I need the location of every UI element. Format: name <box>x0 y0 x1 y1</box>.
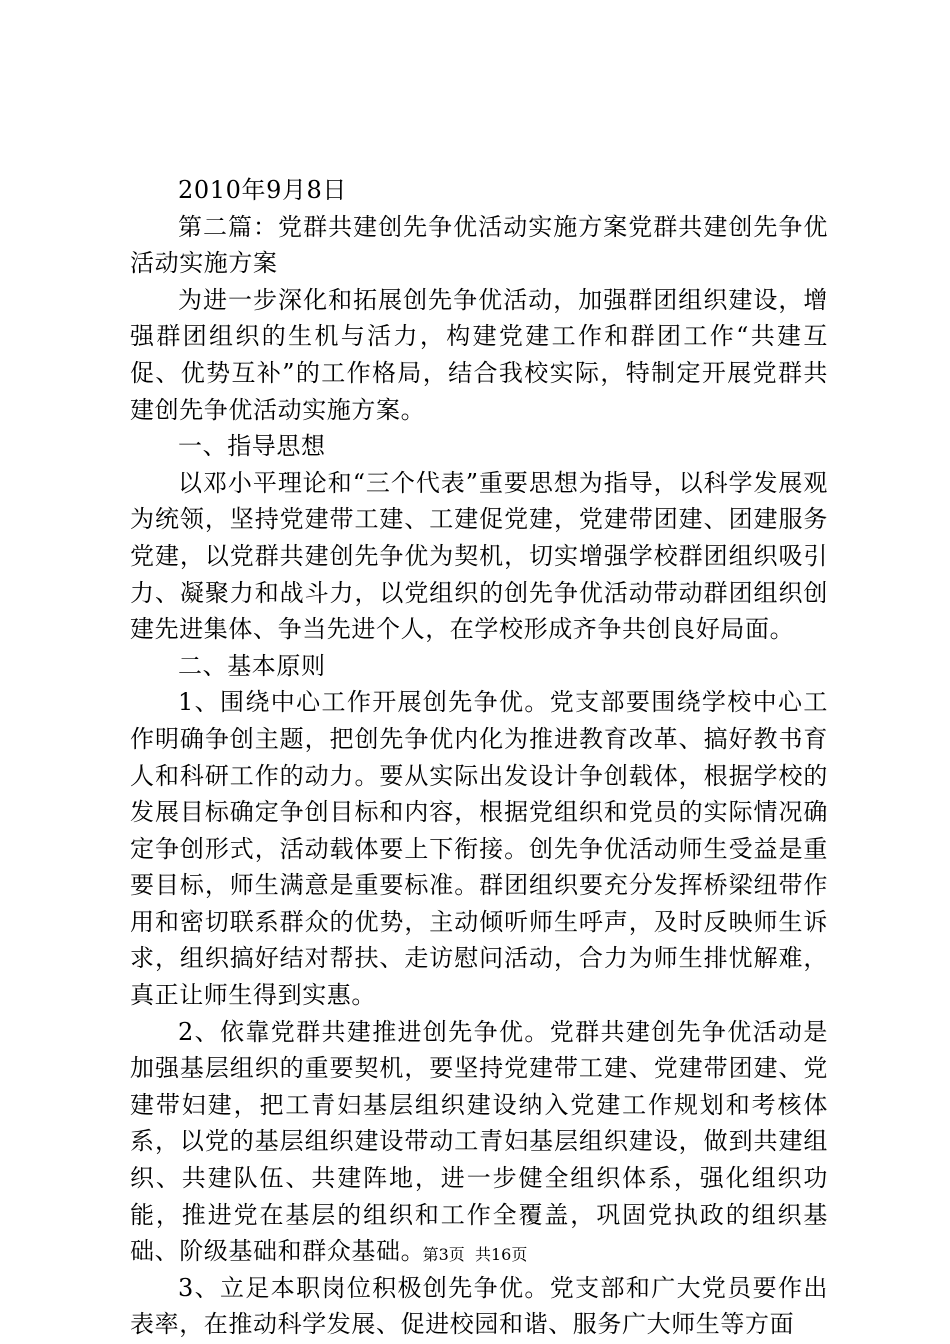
page-number: 第3页 <box>422 1245 465 1264</box>
date-line: 2010年9月8日 <box>178 176 348 204</box>
section-title: 第二篇：党群共建创先争优活动实施方案党群共建创先争优活动实施方案 <box>130 212 828 278</box>
principle-1-paragraph: 1、围绕中心工作开展创先争优。党支部要围绕学校中心工作明确争创主题，把创先争优内化为推进教育改革、搞好教书育人和科研工作的动力。要从实际出发设计争创载体，根据学校的发展目标确定争创目标和内容，根据党组织和党员的实际情况确定争创形式，活动载体要上下衔接。创先争优活动师生受益是重要目标，师生满意是重要标准。群团组织要充分发挥桥梁纽带作用和密切联系群众的优势，主动倾听师生呼声，及时反映师生诉求，组织搞好结对帮扶、走访慰问活动，合力为师生排忧解难，真正让师生得到实惠。 <box>130 688 828 1010</box>
intro-paragraph: 为进一步深化和拓展创先争优活动，加强群团组织建设，增强群团组织的生机与活力，构建党建工作和群团工作“共建互促、优势互补”的工作格局，结合我校实际，特制定开展党群共建创先争优活动实施方案。 <box>130 285 828 424</box>
document-body <box>130 172 828 1343</box>
guiding-thought-paragraph: 以邓小平理论和“三个代表”重要思想为指导，以科学发展观为统领，坚持党建带工建、工建促党建，党建带团建、团建服务党建，以党群共建创先争优为契机，切实增强学校群团组织吸引力、凝聚力和战斗力，以党组织的创先争优活动带动群团组织创建先进集体、争当先进个人，在学校形成齐争共创良好局面。 <box>130 468 828 644</box>
heading-basic-principles: 二、基本原则 <box>178 651 326 680</box>
page-total: 共16页 <box>474 1245 528 1264</box>
principle-2-paragraph: 2、依靠党群共建推进创先争优。党群共建创先争优活动是加强基层组织的重要契机，要坚持党建带工建、党建带团建、党建带妇建，把工青妇基层组织建设纳入党建工作规划和考核体系，以党的基层组织建设带动工青妇基层组织建设，做到共建组织、共建队伍、共建阵地，进一步健全组织体系，强化组织功能，推进党在基层的组织和工作全覆盖，巩固党执政的组织基础、阶级基础和群众基础。 <box>130 1017 828 1266</box>
principle-3-paragraph: 3、立足本职岗位积极创先争优。党支部和广大党员要作出表率，在推动科学发展、促进校园和谐、服务广大师生等方面 <box>130 1273 828 1339</box>
heading-guiding-thought: 一、指导思想 <box>178 432 326 461</box>
page-footer <box>0 1244 950 1266</box>
